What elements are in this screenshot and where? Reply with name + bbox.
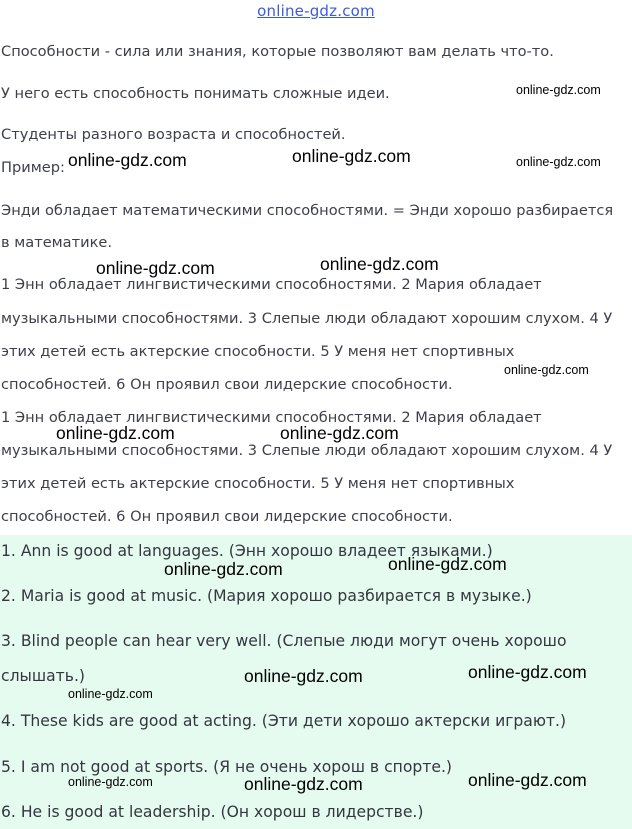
watermark: online-gdz.com <box>96 258 215 278</box>
watermark: online-gdz.com <box>68 687 153 701</box>
watermark: online-gdz.com <box>56 423 175 443</box>
text-line: музыкальными способностями. 3 Слепые люди обладают хорошим слухом. 4 У <box>1 442 613 459</box>
watermark: online-gdz.com <box>280 423 399 443</box>
text-line: 1 Энн обладает лингвистическими способностями. 2 Мария обладает <box>1 276 542 293</box>
text-line: Энди обладает математическими способностями. = Энди хорошо разбирается <box>1 202 614 219</box>
text-line: этих детей есть актерские способности. 5 У меня нет спортивных <box>1 475 515 492</box>
watermark: online-gdz.com <box>468 662 587 682</box>
text-line: этих детей есть актерские способности. 5 У меня нет спортивных <box>1 343 515 360</box>
answer-line: 1. Ann is good at languages. (Энн хорошо владеет языками.) <box>1 542 493 560</box>
watermark: online-gdz.com <box>68 150 187 170</box>
watermark: online-gdz.com <box>244 666 363 686</box>
watermark: online-gdz.com <box>388 554 507 574</box>
watermark: online-gdz.com <box>516 155 601 169</box>
watermark: online-gdz.com <box>292 146 411 166</box>
text-line: способностей. 6 Он проявил свои лидерские способности. <box>1 508 453 525</box>
watermark: online-gdz.com <box>244 774 363 794</box>
text-line: Пример: <box>1 159 65 176</box>
watermark: online-gdz.com <box>516 83 601 97</box>
answer-line: слышать.) <box>1 667 85 685</box>
answer-line: 2. Maria is good at music. (Мария хорошо разбирается в музыке.) <box>1 587 532 605</box>
watermark: online-gdz.com <box>504 363 589 377</box>
text-line: способностей. 6 Он проявил свои лидерские способности. <box>1 376 453 393</box>
text-line: Способности - сила или знания, которые позволяют вам делать что-то. <box>1 43 554 60</box>
answer-line: 6. He is good at leadership. (Он хорош в лидерстве.) <box>1 803 424 821</box>
text-line: в математике. <box>1 234 113 251</box>
watermark: online-gdz.com <box>68 775 153 789</box>
answer-line: 5. I am not good at sports. (Я не очень хорош в спорте.) <box>1 758 452 776</box>
watermark: online-gdz.com <box>164 559 283 579</box>
text-line: Студенты разного возраста и способностей. <box>1 126 346 143</box>
watermark: online-gdz.com <box>468 770 587 790</box>
answer-line: 3. Blind people can hear very well. (Слепые люди могут очень хорошо <box>1 632 567 650</box>
text-line: 1 Энн обладает лингвистическими способностями. 2 Мария обладает <box>1 409 542 426</box>
site-header-link[interactable]: online-gdz.com <box>257 2 375 20</box>
watermark: online-gdz.com <box>320 254 439 274</box>
text-line: У него есть способность понимать сложные идеи. <box>1 85 390 102</box>
answer-line: 4. These kids are good at acting. (Эти дети хорошо актерски играют.) <box>1 712 567 730</box>
text-line: музыкальными способностями. 3 Слепые люди обладают хорошим слухом. 4 У <box>1 310 613 327</box>
